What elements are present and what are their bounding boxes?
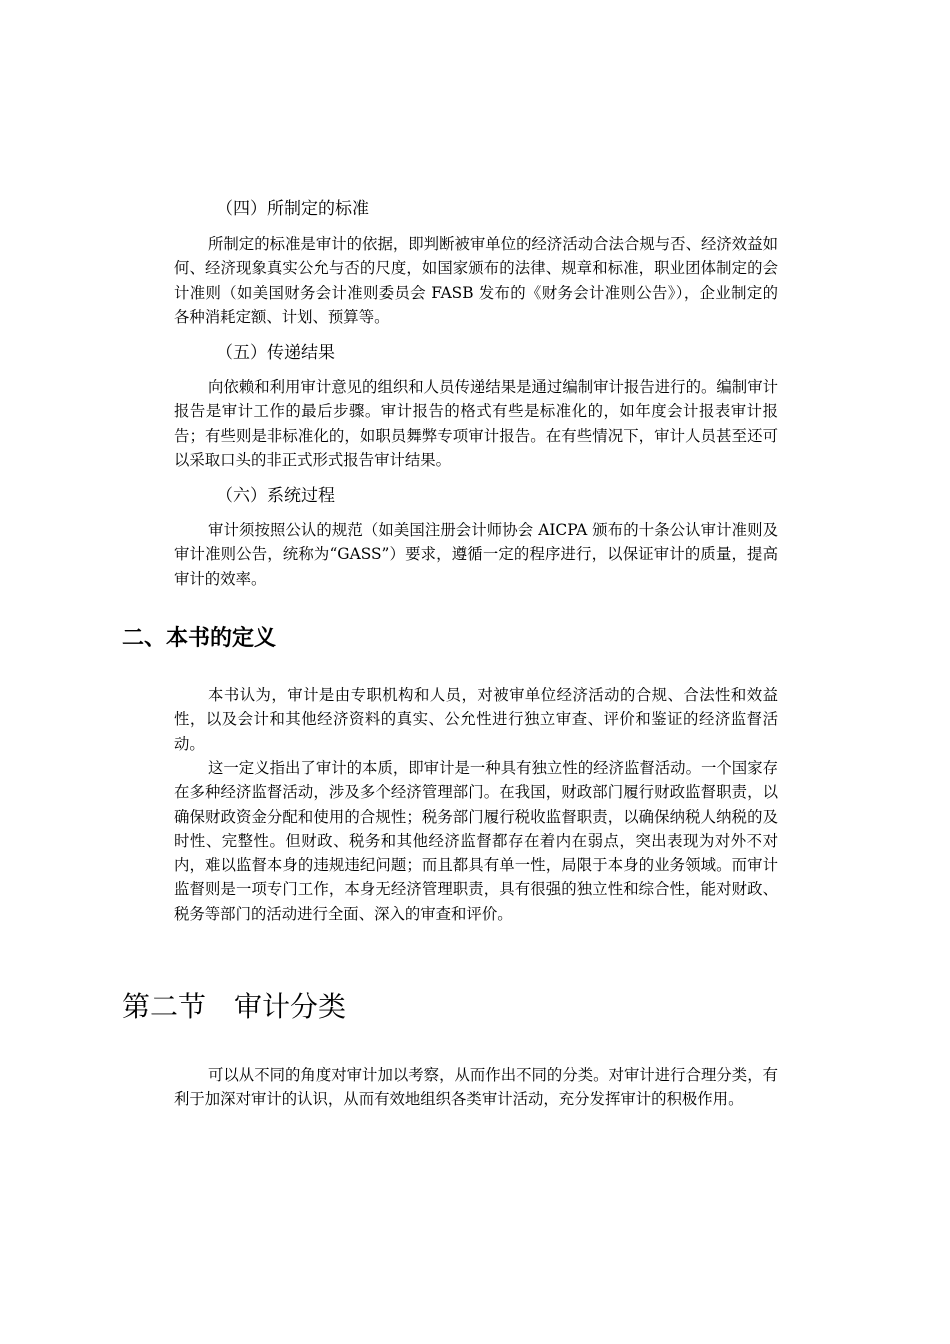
- subsection-heading-communicate-results: （五）传递结果: [216, 343, 335, 363]
- paragraph-systematic-process: 审计须按照公认的规范（如美国注册会计师协会 AICPA 颁布的十条公认审计准则及审计准则公告，统称为“GASS”）要求，遵循一定的程序进行，以保证审计的质量，提高审计的效率。: [174, 521, 778, 588]
- paragraph-classification-intro: 可以从不同的角度对审计加以考察，从而作出不同的分类。对审计进行合理分类，有利于加深对审计的认识，从而有效地组织各类审计活动，充分发挥审计的积极作用。: [174, 1066, 778, 1109]
- section-heading-book-definition: 二、本书的定义: [122, 626, 277, 651]
- paragraph-definition-explanation: 这一定义指出了审计的本质，即审计是一种具有独立性的经济监督活动。一个国家存在多种经济监督活动，涉及多个经济管理部门。在我国，财政部门履行财政监督职责，以确保财政资金分配和使用的合规性；税务部门履行税收监督职责，以确保纳税人纳税的及时性、完整性。但财政、税务和其他经济监督都存在着内在弱点，突出表现为对外不对内，难以监督本身的违规违纪问题；而且都具有单一性，局限于本身的业务领域。而审计监督则是一项专门工作，本身无经济管理职责，具有很强的独立性和综合性，能对财政、税务等部门的活动进行全面、深入的审查和评价。: [174, 759, 778, 923]
- subsection-heading-systematic-process: （六）系统过程: [216, 486, 335, 506]
- chapter-heading-audit-classification: 第二节 审计分类: [122, 990, 347, 1023]
- paragraph-standards: 所制定的标准是审计的依据，即判断被审单位的经济活动合法合规与否、经济效益如何、经济现象真实公允与否的尺度，如国家颁布的法律、规章和标准，职业团体制定的会计准则（如美国财务会计准则委员会 FASB 发布的《财务会计准则公告》），企业制定的各种消耗定额、计划、预算等。: [174, 235, 778, 326]
- subsection-heading-standards: （四）所制定的标准: [216, 199, 369, 219]
- paragraph-book-definition: 本书认为，审计是由专职机构和人员，对被审单位经济活动的合规、合法性和效益性，以及会计和其他经济资料的真实、公允性进行独立审查、评价和鉴证的经济监督活动。: [174, 686, 778, 753]
- paragraph-communicate-results: 向依赖和利用审计意见的组织和人员传递结果是通过编制审计报告进行的。编制审计报告是审计工作的最后步骤。审计报告的格式有些是标准化的，如年度会计报表审计报告；有些则是非标准化的，如职员舞弊专项审计报告。在有些情况下，审计人员甚至还可以采取口头的非正式形式报告审计结果。: [174, 378, 778, 469]
